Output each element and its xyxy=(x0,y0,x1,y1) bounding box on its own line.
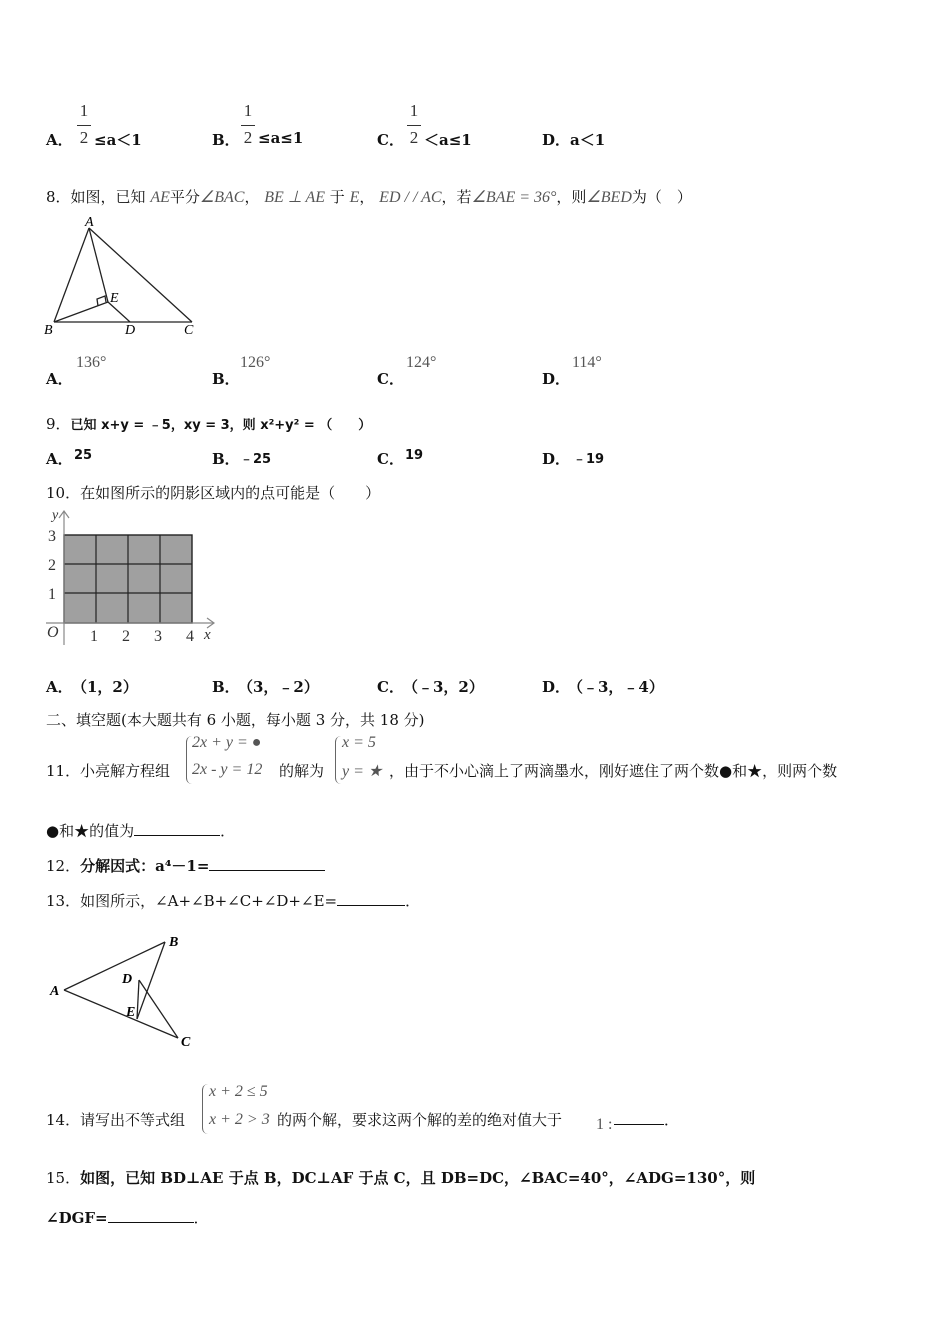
q11-text-2: 的解为 xyxy=(279,762,325,780)
q13-label-b: B xyxy=(169,935,179,950)
q15-text-2: ∠DGF= xyxy=(46,1209,108,1227)
q13-star-figure xyxy=(40,922,210,1057)
q13-answer-blank[interactable] xyxy=(337,891,405,906)
q8-option-c-value: 124° xyxy=(406,354,437,371)
q13-segment-ac xyxy=(64,990,178,1038)
q11-equation-2: 2x - y = 12 xyxy=(192,761,263,778)
q8-math-ed-parallel-ac: ED / / AC xyxy=(379,189,442,206)
q14-text-2: 的两个解，要求这两个解的差的绝对值大于 xyxy=(277,1111,563,1129)
q7-option-d-text: a＜1 xyxy=(570,131,606,149)
q8-option-a-value: 136° xyxy=(76,354,107,371)
q10-number: 10． xyxy=(46,484,81,502)
q8-number: 8． xyxy=(46,188,71,206)
q8-label-e: E xyxy=(110,291,119,306)
q10-x-tick-4: 4 xyxy=(186,628,194,645)
q9-number: 9． xyxy=(46,415,71,433)
q14-end: ． xyxy=(664,1111,680,1129)
q13-label-d: D xyxy=(122,972,133,987)
q11-text-3: ，由于不小心滴上了两滴墨水，刚好遮住了两个数●和★，则两个数 xyxy=(389,762,838,780)
q7-option-c-denominator: 2 xyxy=(409,128,419,147)
q10-y-axis-label: y xyxy=(52,508,59,523)
q8-text-2: 平分 xyxy=(169,188,200,206)
q15-stem xyxy=(46,1167,755,1188)
q8-math-e: E xyxy=(349,189,360,206)
q14-answer-blank[interactable] xyxy=(614,1110,664,1125)
q7-option-a-fraction-bar xyxy=(77,125,91,126)
q8-option-b-value: 126° xyxy=(240,354,271,371)
q14-text-1: 请写出不等式组 xyxy=(80,1111,186,1129)
q13-number: 13． xyxy=(46,892,81,910)
q8-text-1: 如图，已知 xyxy=(70,188,146,206)
q9-option-d-value: ﹣19 xyxy=(573,452,605,467)
q10-stem xyxy=(46,482,380,503)
q15-answer-blank[interactable] xyxy=(108,1208,194,1223)
q10-text: 在如图所示的阴影区域内的点可能是（ ） xyxy=(80,484,381,502)
q10-x-tick-2: 2 xyxy=(122,628,130,645)
q10-y-tick-3: 3 xyxy=(48,528,56,545)
q7-option-a-denominator: 2 xyxy=(79,128,89,147)
q8-text-6: ，若 xyxy=(441,188,472,206)
q8-math-angle-bed: ∠BED xyxy=(586,189,632,206)
q12-text: 分解因式：a⁴－1= xyxy=(80,857,210,875)
q8-text-8: 为（ ） xyxy=(631,188,692,206)
q13-text: 如图所示，∠A+∠B+∠C+∠D+∠E= xyxy=(80,892,338,910)
q10-x-tick-3: 3 xyxy=(154,628,162,645)
q7-option-c-fraction-bar xyxy=(407,125,421,126)
q12-number: 12． xyxy=(46,857,81,875)
q8-segment-be xyxy=(54,302,108,322)
q10-x-tick-1: 1 xyxy=(90,628,98,645)
q7-option-b-numerator: 1 xyxy=(243,101,253,120)
q7-option-a-letter: A． xyxy=(46,131,73,149)
q9-option-b-letter: B． xyxy=(212,450,240,468)
q9-text: 已知 x+y = ﹣5，xy = 3，则 x²+y² = （ ） xyxy=(70,418,372,433)
q7-option-b-text: ≤a≤1 xyxy=(258,129,304,147)
q14-inequality-1: x + 2 ≤ 5 xyxy=(209,1083,268,1100)
q11-answer-blank[interactable] xyxy=(134,821,220,836)
q7-option-b-letter: B． xyxy=(212,131,240,149)
q8-text-5: ， xyxy=(359,188,375,206)
q11-number: 11． xyxy=(46,762,81,780)
q11-equation-1: 2x + y = ● xyxy=(192,734,262,751)
q13-label-e: E xyxy=(126,1005,136,1020)
q11-end: ． xyxy=(220,822,236,840)
q9-option-b-value: ﹣25 xyxy=(240,452,272,467)
q9-option-a-value: 25 xyxy=(74,448,93,463)
q8-option-d-letter: D． xyxy=(542,370,571,388)
q13-label-a: A xyxy=(50,984,60,999)
q11-line-2 xyxy=(46,820,235,841)
q12-stem xyxy=(46,855,325,876)
q8-segment-ae xyxy=(89,228,108,302)
q8-stem xyxy=(46,186,692,207)
q8-math-ae: AE xyxy=(150,189,170,206)
q8-option-b-letter: B． xyxy=(212,370,240,388)
q7-option-b-fraction-bar xyxy=(241,125,255,126)
q10-y-tick-2: 2 xyxy=(48,557,56,574)
q11-text-1: 小亮解方程组 xyxy=(80,762,171,780)
q8-option-a-letter: A． xyxy=(46,370,73,388)
q11-solution-brace xyxy=(335,736,341,784)
q8-option-d-value: 114° xyxy=(572,354,602,371)
q7-option-c-text: ＜a≤1 xyxy=(424,131,472,149)
q7-option-d-letter: D． xyxy=(542,131,571,149)
q8-label-a: A xyxy=(85,215,94,230)
q7-option-a-numerator: 1 xyxy=(79,101,89,120)
q10-option-a-letter: A． xyxy=(46,678,73,696)
q9-option-d-letter: D． xyxy=(542,450,571,468)
q8-label-d: D xyxy=(125,323,136,338)
q10-option-d-letter: D． xyxy=(542,678,571,696)
q10-option-b-value: （3，﹣2） xyxy=(238,678,319,696)
q8-text-7: ，则 xyxy=(556,188,587,206)
q8-label-c: C xyxy=(184,323,194,338)
q8-text-4: 于 xyxy=(329,188,345,206)
q7-option-b-denominator: 2 xyxy=(243,128,253,147)
q8-label-b: B xyxy=(44,323,53,338)
q8-side-ac xyxy=(89,228,192,322)
q9-option-a-letter: A． xyxy=(46,450,73,468)
q8-triangle-figure xyxy=(40,212,210,342)
q10-y-tick-1: 1 xyxy=(48,586,56,603)
q9-option-c-value: 19 xyxy=(405,448,424,463)
q8-math-angle-bac: ∠BAC xyxy=(199,189,245,206)
q10-x-axis-label: x xyxy=(204,627,211,643)
q8-side-ab xyxy=(54,228,89,322)
q10-option-c-value: （﹣3，2） xyxy=(403,678,484,696)
q15-text: 如图，已知 BD⊥AE 于点 B，DC⊥AF 于点 C，且 DB=DC，∠BAC=40°，∠ADG=130°，则 xyxy=(80,1169,756,1187)
q13-label-c: C xyxy=(181,1035,191,1050)
q8-math-angle-bae: ∠BAE = 36° xyxy=(471,189,557,206)
q13-end: ． xyxy=(405,892,421,910)
q14-number: 14． xyxy=(46,1111,81,1129)
q10-option-b-letter: B． xyxy=(212,678,240,696)
q10-option-a-value: （1，2） xyxy=(72,678,138,696)
q14-system-brace xyxy=(202,1084,208,1134)
q7-option-c-letter: C． xyxy=(377,131,404,149)
q14-inequality-2: x + 2 > 3 xyxy=(209,1111,270,1128)
q8-option-c-letter: C． xyxy=(377,370,404,388)
q14-answer-line xyxy=(614,1109,679,1130)
q13-stem xyxy=(46,890,420,911)
q9-stem xyxy=(46,413,371,434)
q11-solution-y: y = ★ xyxy=(342,763,383,780)
q8-text-3: ， xyxy=(244,188,260,206)
q15-end: ． xyxy=(193,1209,209,1227)
q10-option-c-letter: C． xyxy=(377,678,404,696)
q11-text-4: ●和★的值为 xyxy=(46,822,135,840)
q12-answer-blank[interactable] xyxy=(209,856,325,871)
q9-option-c-letter: C． xyxy=(377,450,404,468)
q15-number: 15． xyxy=(46,1169,81,1187)
q15-line-2 xyxy=(46,1207,209,1228)
q10-option-d-value: （﹣3，﹣4） xyxy=(568,678,664,696)
q7-option-c-numerator: 1 xyxy=(409,101,419,120)
q7-option-a-text: ≤a＜1 xyxy=(94,131,142,149)
q8-math-be-perp-ae: BE ⊥ AE xyxy=(264,189,326,206)
q10-origin-label: O xyxy=(47,624,59,641)
section-2-title: 二、填空题(本大题共有 6 小题，每小题 3 分，共 18 分) xyxy=(46,711,425,729)
q14-math-bound: 1 : xyxy=(596,1116,613,1133)
q11-solution-x: x = 5 xyxy=(342,734,376,751)
q10-grid-figure xyxy=(40,505,225,650)
